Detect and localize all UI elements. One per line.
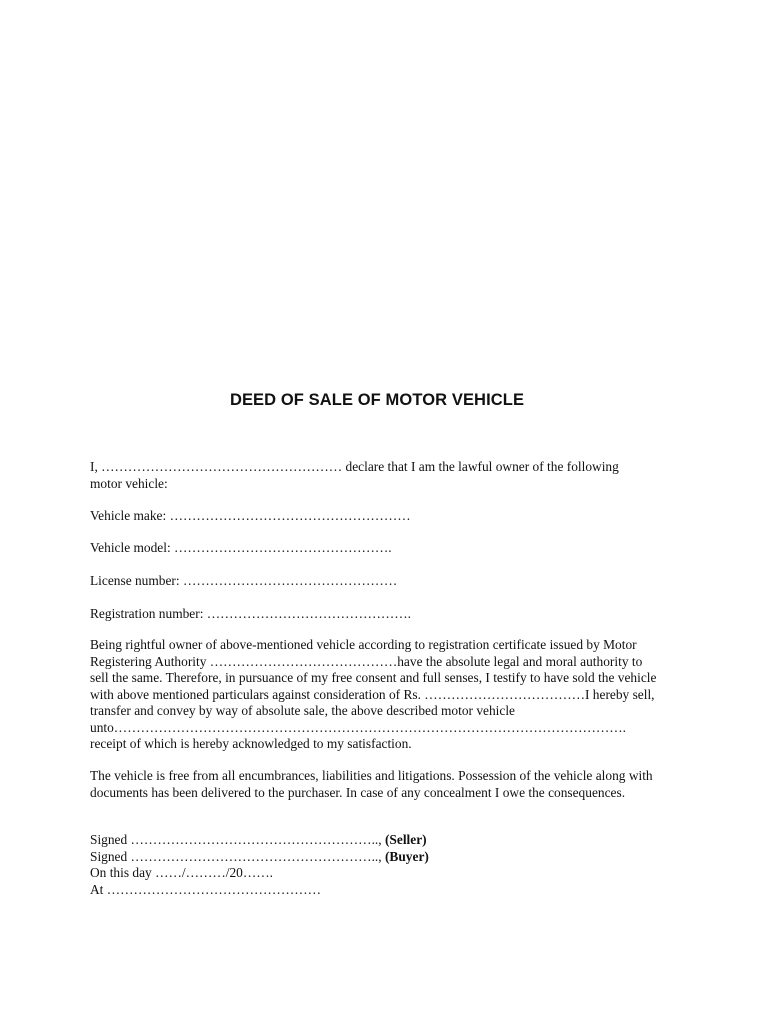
seller-role-label: (Seller)	[384, 832, 427, 847]
declaration-paragraph	[90, 459, 680, 492]
sale-line-1: Being rightful owner of above-mentioned vehicle according to registration certificate issued by Motor	[90, 637, 637, 652]
vehicle-model-field	[90, 540, 680, 557]
sale-line-7: receipt of which is hereby acknowledged to my satisfaction.	[90, 736, 412, 751]
sale-line-5: transfer and convey by way of absolute sale, the above described motor vehicle	[90, 703, 515, 718]
seller-signature-line	[90, 832, 680, 849]
registration-number-line: Registration number: ……………………………………….	[90, 606, 411, 621]
sale-paragraph	[90, 637, 680, 753]
license-number-line: License number: …………………………………………	[90, 573, 398, 588]
document-title: DEED OF SALE OF MOTOR VEHICLE	[229, 391, 525, 409]
sale-line-4: with above mentioned particulars against consideration of Rs. ………………………………I hereby sell,	[90, 686, 655, 702]
buyer-signature-line	[90, 849, 680, 866]
declaration-line-2: motor vehicle:	[90, 475, 168, 491]
seller-signature-prefix: Signed ………………………………………………..,	[90, 832, 385, 847]
registration-number-field	[90, 606, 680, 623]
date-line: On this day ……/………/20…….	[90, 865, 274, 880]
signature-block	[90, 832, 680, 898]
encumbrance-paragraph	[90, 768, 680, 801]
sale-line-3: sell the same. Therefore, in pursuance of my free consent and full senses, I testify to have sold the vehicle	[90, 670, 657, 685]
buyer-role-label: (Buyer)	[384, 848, 429, 864]
sale-line-6: unto…………………………………………………………………………………………………….	[90, 719, 626, 735]
buyer-signature-prefix: Signed ………………………………………………..,	[90, 848, 385, 864]
vehicle-make-line: Vehicle make: ………………………………………………	[90, 508, 411, 523]
vehicle-make-field	[90, 508, 680, 525]
encumbrance-line-2: documents has been delivered to the purchaser. In case of any concealment I owe the consequences.	[90, 784, 626, 800]
license-number-field	[90, 573, 680, 590]
sale-line-2: Registering Authority ……………………………………have the absolute legal and moral authority to	[90, 653, 643, 669]
declaration-line-1: I, ……………………………………………… declare that I am the lawful owner of the following	[90, 459, 619, 474]
place-line: At …………………………………………	[90, 881, 321, 897]
encumbrance-line-1: The vehicle is free from all encumbrances, liabilities and litigations. Possession of the vehicle along with	[90, 768, 653, 783]
vehicle-model-line: Vehicle model: ………………………………………….	[90, 540, 392, 555]
